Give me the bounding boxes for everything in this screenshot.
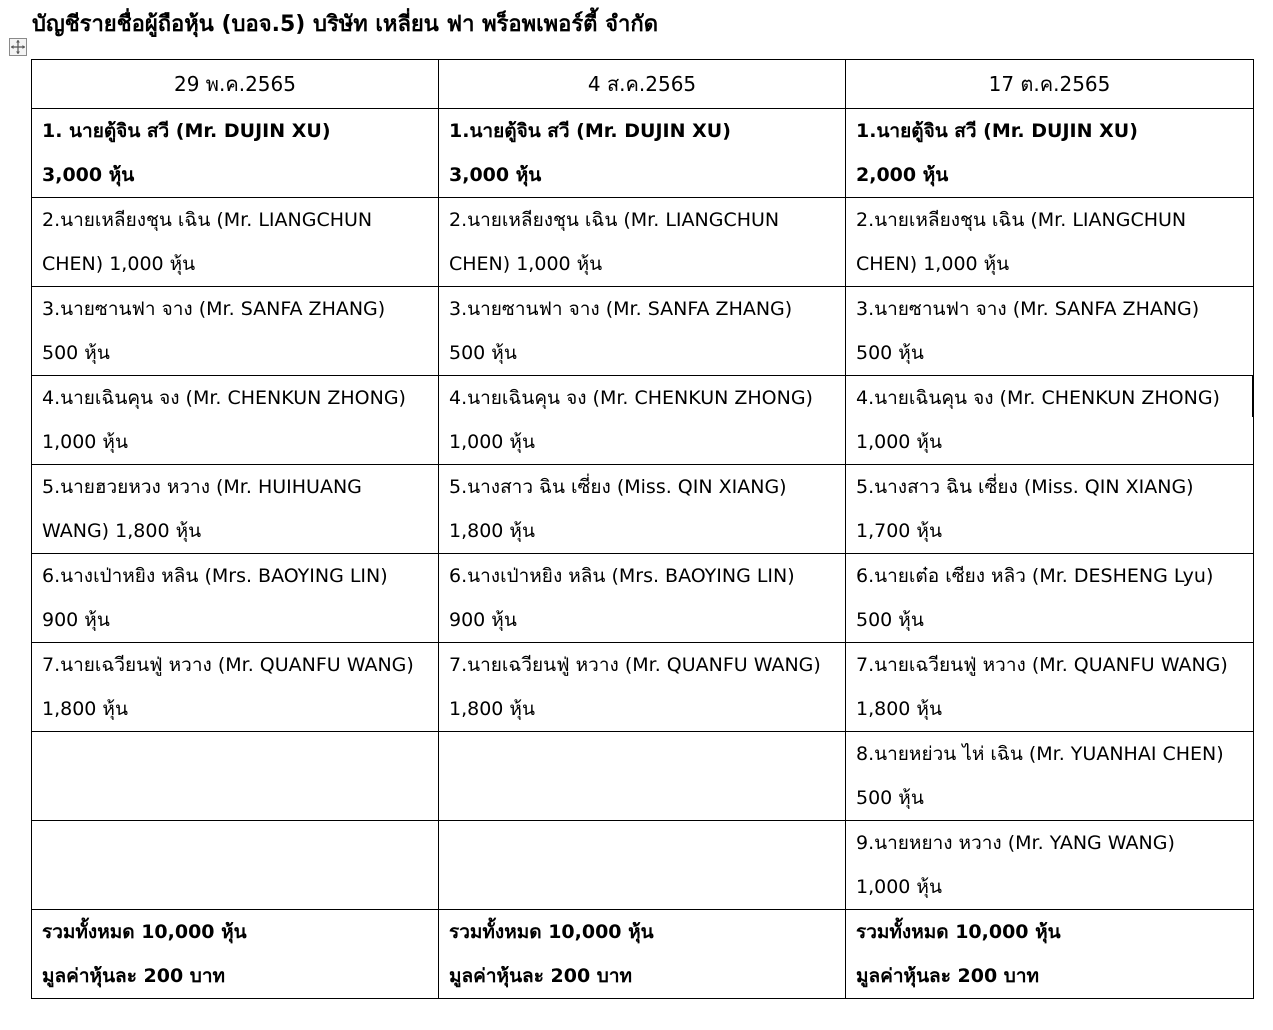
holder-name [42,732,430,776]
holder-shares: 500 หุ้น [42,342,110,364]
holder-name: 2.นายเหลียงชุน เฉิน (Mr. LIANGCHUN [449,209,780,231]
table-row [32,732,1254,821]
header-date-1: 29 พ.ค.2565 [32,60,439,109]
holder-name: 4.นายเฉินคุน จง (Mr. CHENKUN ZHONG) [856,387,1220,409]
table-row [32,109,1254,198]
holder-name: 5.นางสาว ฉิน เซี่ยง (Miss. QIN XIANG) [856,476,1194,498]
holder-shares: 3,000 หุ้น [42,164,135,186]
total-cell [32,910,439,999]
table-cell [439,287,846,376]
table-cell [846,554,1254,643]
holder-shares: 1,000 หุ้น [42,431,128,453]
holder-name: 3.นายซานฟา จาง (Mr. SANFA ZHANG) [42,298,386,320]
holder-shares: CHEN) 1,000 หุ้น [856,253,1010,275]
table-cell [439,554,846,643]
holder-shares [449,865,837,909]
table-row [32,554,1254,643]
holder-shares: 1,700 หุ้น [856,520,942,542]
table-cell [32,821,439,910]
holder-shares: 900 หุ้น [42,609,110,631]
table-cell [439,821,846,910]
table-cell [846,732,1254,821]
holder-name: 4.นายเฉินคุน จง (Mr. CHENKUN ZHONG) [449,387,813,409]
table-cell [32,554,439,643]
holder-name: 5.นายฮวยหวง หวาง (Mr. HUIHUANG [42,476,362,498]
table-cell [439,732,846,821]
holder-shares: 500 หุ้น [856,609,924,631]
table-row [32,821,1254,910]
total-shares: รวมทั้งหมด 10,000 หุ้น [42,921,247,943]
table-cell [439,198,846,287]
table-cell [846,376,1254,465]
shareholder-table [31,59,1254,999]
table-cell [32,287,439,376]
holder-name: 6.นางเป่าหยิง หลิน (Mrs. BAOYING LIN) [42,565,388,587]
holder-name: 1. นายตู้จิน สวี (Mr. DUJIN XU) [42,120,331,142]
holder-name: 3.นายซานฟา จาง (Mr. SANFA ZHANG) [856,298,1200,320]
total-cell [439,910,846,999]
holder-shares [42,776,430,820]
table-row [32,643,1254,732]
document-title: บัญชีรายชื่อผู้ถือหุ้น (บอจ.5) บริษัท เหลี่ยน ฟา พร็อพเพอร์ตี้ จำกัด [32,12,658,37]
holder-name: 1.นายตู้จิน สวี (Mr. DUJIN XU) [856,120,1138,142]
table-cell [32,732,439,821]
table-row [32,198,1254,287]
total-shares: รวมทั้งหมด 10,000 หุ้น [449,921,654,943]
holder-name: 2.นายเหลียงชุน เฉิน (Mr. LIANGCHUN [42,209,373,231]
holder-shares: 1,000 หุ้น [449,431,535,453]
table-row [32,287,1254,376]
holder-shares: 1,000 หุ้น [856,876,942,898]
table-cell [32,109,439,198]
holder-shares: 1,800 หุ้น [449,520,535,542]
share-value: มูลค่าหุ้นละ 200 บาท [856,965,1040,987]
share-value: มูลค่าหุ้นละ 200 บาท [42,965,226,987]
table-row [32,376,1254,465]
table-cell [32,376,439,465]
table-cell [846,643,1254,732]
holder-shares: WANG) 1,800 หุ้น [42,520,202,542]
holder-name [42,821,430,865]
table-cell [439,376,846,465]
holder-shares [42,865,430,909]
holder-name: 6.นายเต๋อ เซียง หลิว (Mr. DESHENG Lyu) [856,565,1214,587]
holder-shares: 1,000 หุ้น [856,431,942,453]
holder-name: 7.นายเฉวียนฟู่ หวาง (Mr. QUANFU WANG) [42,654,414,676]
table-cell [439,109,846,198]
holder-shares [449,776,837,820]
holder-shares: 3,000 หุ้น [449,164,542,186]
table-cell [439,643,846,732]
table-border-stub [1252,376,1253,417]
holder-name [449,732,837,776]
holder-name [449,821,837,865]
holder-shares: 1,800 หุ้น [856,698,942,720]
holder-name: 4.นายเฉินคุน จง (Mr. CHENKUN ZHONG) [42,387,406,409]
holder-shares: 500 หุ้น [856,342,924,364]
holder-name: 7.นายเฉวียนฟู่ หวาง (Mr. QUANFU WANG) [856,654,1228,676]
table-cell [846,287,1254,376]
holder-shares: 1,800 หุ้น [42,698,128,720]
total-row [32,910,1254,999]
holder-shares: 2,000 หุ้น [856,164,949,186]
holder-name: 2.นายเหลียงชุน เฉิน (Mr. LIANGCHUN [856,209,1187,231]
share-value: มูลค่าหุ้นละ 200 บาท [449,965,633,987]
holder-shares: 500 หุ้น [856,787,924,809]
holder-shares: CHEN) 1,000 หุ้น [449,253,603,275]
holder-name: 6.นางเป่าหยิง หลิน (Mrs. BAOYING LIN) [449,565,795,587]
holder-name: 3.นายซานฟา จาง (Mr. SANFA ZHANG) [449,298,793,320]
table-cell [846,198,1254,287]
total-shares: รวมทั้งหมด 10,000 หุ้น [856,921,1061,943]
holder-shares: CHEN) 1,000 หุ้น [42,253,196,275]
table-cell [32,465,439,554]
holder-shares: 500 หุ้น [449,342,517,364]
holder-name: 5.นางสาว ฉิน เซี่ยง (Miss. QIN XIANG) [449,476,787,498]
holder-shares: 1,800 หุ้น [449,698,535,720]
table-cell [32,198,439,287]
table-cell [846,109,1254,198]
header-date-3: 17 ต.ค.2565 [846,60,1254,109]
table-cell [439,465,846,554]
table-cell [846,821,1254,910]
total-cell [846,910,1254,999]
table-cell [32,643,439,732]
holder-name: 8.นายหย่วน ไห่ เฉิน (Mr. YUANHAI CHEN) [856,743,1224,765]
table-cell [846,465,1254,554]
table-row [32,465,1254,554]
holder-name: 7.นายเฉวียนฟู่ หวาง (Mr. QUANFU WANG) [449,654,821,676]
header-row [32,60,1254,109]
move-arrows-icon [10,39,26,55]
holder-name: 9.นายหยาง หวาง (Mr. YANG WANG) [856,832,1175,854]
holder-name: 1.นายตู้จิน สวี (Mr. DUJIN XU) [449,120,731,142]
holder-shares: 900 หุ้น [449,609,517,631]
header-date-2: 4 ส.ค.2565 [439,60,846,109]
table-move-handle[interactable] [9,38,27,56]
